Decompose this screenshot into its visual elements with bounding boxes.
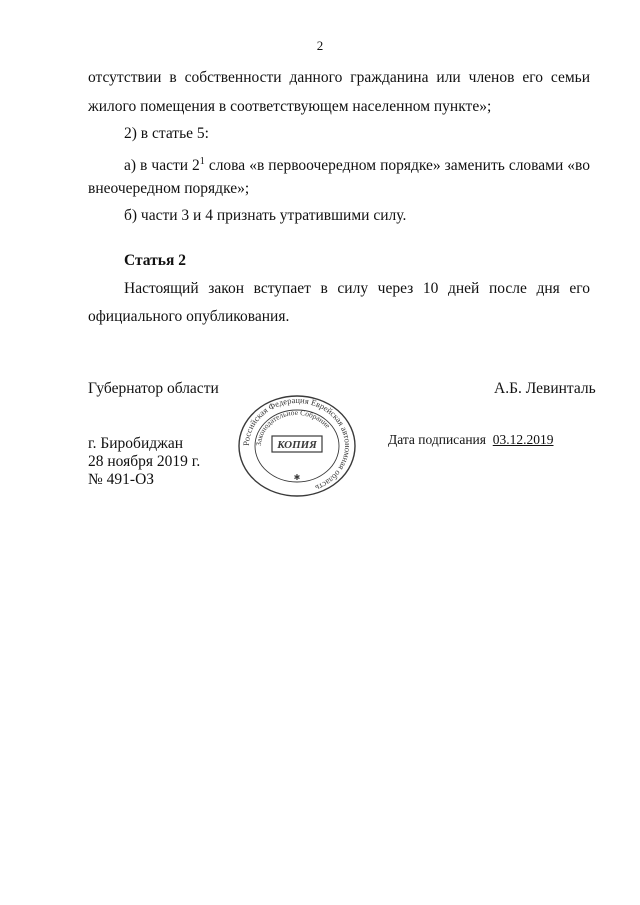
item-a-text-post: слова «в первоочередном порядке» заменить словами «во	[204, 157, 591, 175]
paragraph-item-a-line2: внеочередном порядке»;	[88, 180, 250, 197]
seal-star-icon: ✱	[293, 473, 301, 482]
sign-date-row	[388, 432, 554, 448]
article-text-line2: официального опубликования.	[88, 308, 290, 325]
signatory-name: А.Б. Левинталь	[494, 380, 596, 397]
paragraph-item-2: 2) в статье 5:	[124, 125, 209, 142]
law-date: 28 ноября 2019 г.	[88, 453, 201, 470]
page-number: 2	[316, 38, 324, 53]
seal-center-text: КОПИЯ	[277, 439, 317, 451]
paragraph-continuation-line1: отсутствии в собственности данного гражданина или членов его семьи	[88, 69, 590, 86]
signatory-position: Губернатор области	[88, 380, 219, 397]
seal-inner-textpath: Законодательное Собрание	[253, 407, 333, 447]
item-a-superscript: 1	[199, 156, 205, 167]
paragraph-item-b: б) части 3 и 4 признать утратившими силу.	[124, 207, 407, 224]
article-text-line1: Настоящий закон вступает в силу через 10 дней после дня его	[124, 280, 590, 297]
sign-date-value: 03.12.2019	[492, 432, 554, 447]
city: г. Биробиджан	[88, 435, 184, 452]
item-a-text-pre: а) в части 2	[124, 157, 200, 175]
sign-date-label: Дата подписания	[388, 432, 486, 447]
law-number: № 491-ОЗ	[88, 471, 155, 488]
official-seal-stamp	[236, 394, 358, 498]
paragraph-continuation-line2: жилого помещения в соответствующем населенном пункте»;	[88, 98, 492, 115]
seal-outer-textpath: Российская Федерация Еврейская автономная область	[240, 394, 354, 494]
article-heading: Статья 2	[124, 252, 186, 269]
